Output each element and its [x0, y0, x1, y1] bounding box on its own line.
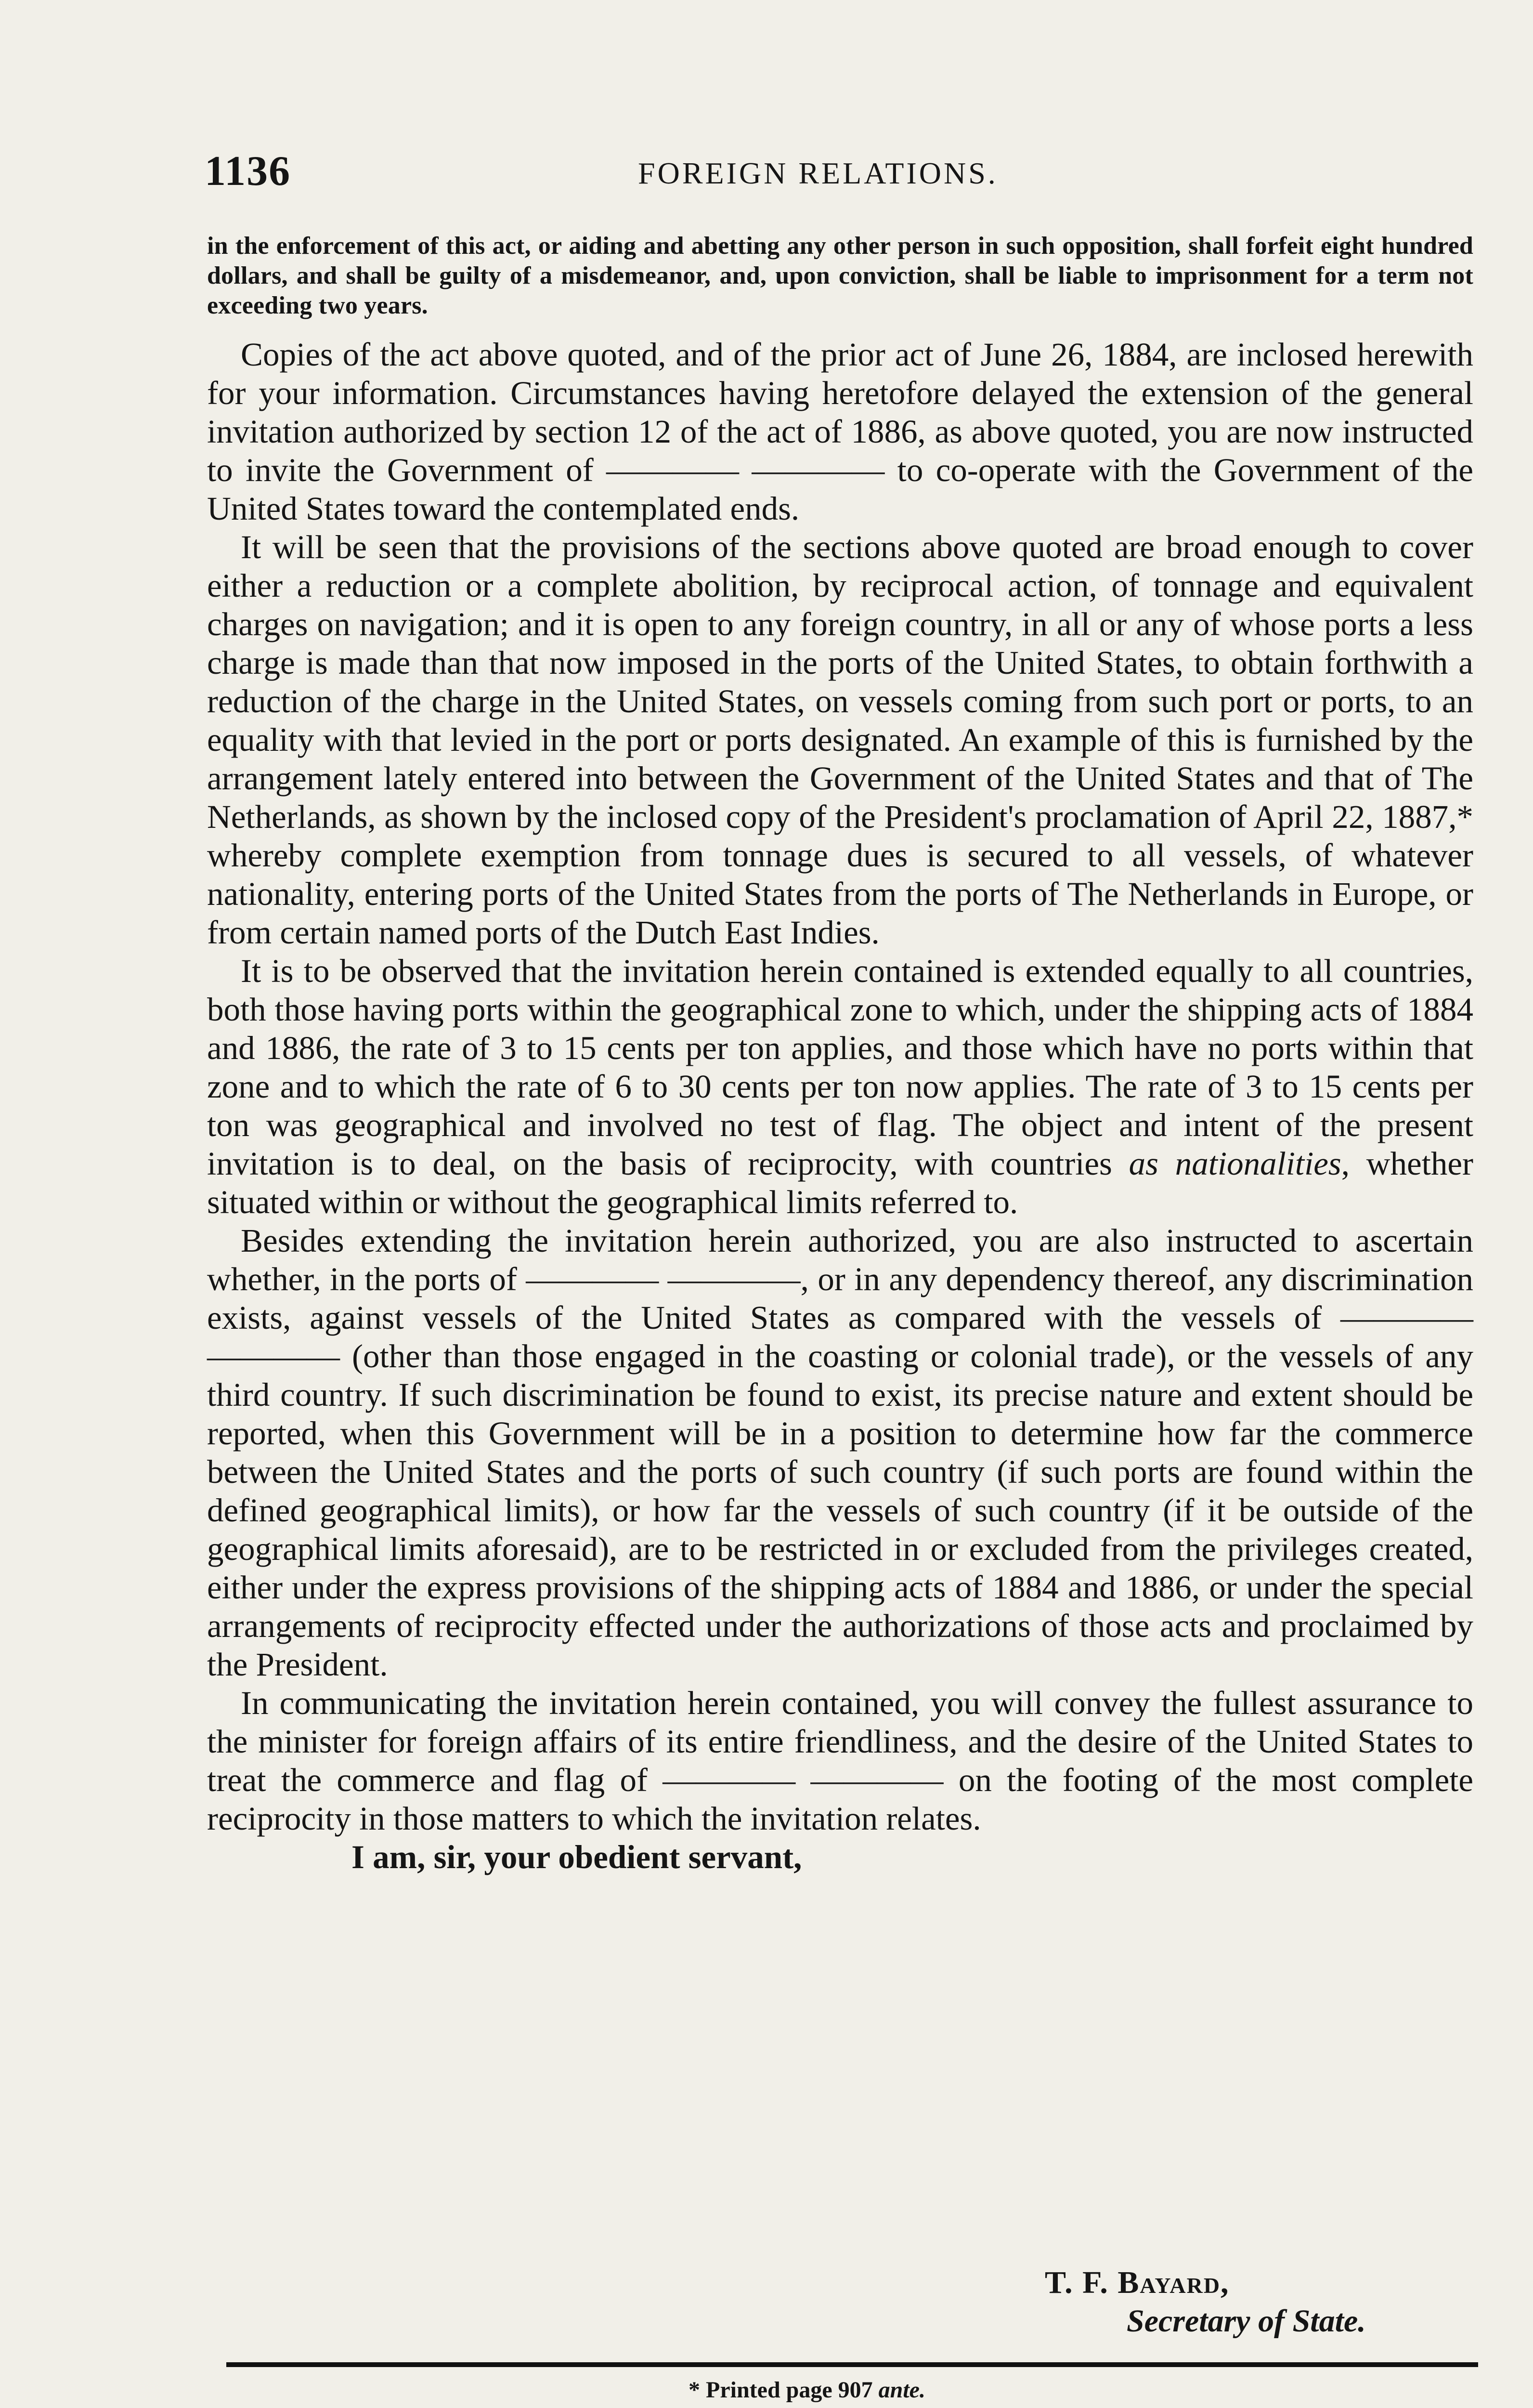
paragraph-invitation-emphasis: as nationalities	[1129, 1145, 1341, 1182]
quoted-act-fragment: in the enforcement of this act, or aiding and abetting any other person in such opposition, shall forfeit eight hundred dollars, and shall be guilty of a misdemeanor, and, upon conviction, shall be liable to imprisonment for a term not exceeding two years.	[207, 232, 1473, 319]
footnote-text: * Printed page 907	[689, 2377, 879, 2403]
paragraph-communicating: In communicating the invitation herein contained, you will convey the fullest assurance to the minister for foreign affairs of its entire friendliness, and the desire of the United States to treat the commerce and flag of ———— ———— on the footing of the most complete reciprocity in those matters to which the invitation relates.	[207, 1685, 1473, 1837]
body-text	[207, 231, 1473, 1876]
closing-salutation: I am, sir, your obedient servant,	[351, 1839, 802, 1875]
paragraph-invitation-extended	[207, 952, 1473, 1221]
paragraph-copies-of-act: Copies of the act above quoted, and of the prior act of June 26, 1884, are inclosed herewith for your information. Circumstances having heretofore delayed the extension of the general invitation authorized by section 12 of the act of 1886, as above quoted, you are now instructed to invite the Government of ———— ———— to co-operate with the Government of the United States toward the contemplated ends.	[207, 336, 1473, 527]
paragraph-discrimination: Besides extending the invitation herein authorized, you are also instructed to ascertain whether, in the ports of ———— ————, or in any dependency thereof, any discrimination exists, against vessels of the United States as compared with the vessels of ———— ———— (other than those engaged in the coasting or colonial trade), or the vessels of any third country. If such discrimination be found to exist, its precise nature and extent should be reported, when this Government will be in a position to determine how far the commerce between the United States and the ports of such country (if such ports are found within the defined geographical limits), or how far the vessels of such country (if it be outside of the geographical limits aforesaid), are to be restricted in or excluded from the privileges created, either under the express provisions of the shipping acts of 1884 and 1886, or under the special arrangements of reciprocity effected under the authorizations of those acts and proclaimed by the President.	[207, 1222, 1473, 1683]
paragraph-invitation-text-2: , whether situated within or without the geographical limits referred to.	[207, 1145, 1473, 1220]
page-header	[205, 147, 1476, 200]
paragraph-invitation-text-1: It is to be observed that the invitation herein contained is extended equally to all countries, both those having ports within the geographical zone to which, under the shipping acts of 1884 and 1886, the rate of 3 to 15 cents per ton applies, and those which have no ports within that zone and to which the rate of 6 to 30 cents per ton now applies. The rate of 3 to 15 cents per ton was geographical and involved no test of flag. The object and intent of the present invitation is to deal, on the basis of reciprocity, with countries	[207, 953, 1473, 1182]
footnote	[689, 2377, 925, 2403]
page-number: 1136	[205, 148, 291, 195]
paragraph-provisions: It will be seen that the provisions of the sections above quoted are broad enough to cover either a reduction or a complete abolition, by reciprocal action, of tonnage and equivalent charges on navigation; and it is open to any foreign country, in all or any of whose ports a less charge is made than that now imposed in the ports of the United States, to obtain forthwith a reduction of the charge in the United States, on vessels coming from such port or ports, to an equality with that levied in the port or ports designated. An example of this is furnished by the arrangement lately entered into between the Government of the United States and that of The Netherlands, as shown by the inclosed copy of the President's proclamation of April 22, 1887,* whereby complete exemption from tonnage dues is secured to all vessels, of whatever nationality, entering ports of the United States from the ports of The Netherlands in Europe, or from certain named ports of the Dutch East Indies.	[207, 529, 1473, 951]
signature-block	[1045, 2264, 1478, 2341]
running-head: FOREIGN RELATIONS.	[638, 156, 998, 190]
footnote-ante: ante.	[878, 2377, 925, 2403]
footnote-divider	[226, 2362, 1478, 2367]
signatory-name: T. F. Bayard,	[1045, 2265, 1230, 2300]
signatory-title: Secretary of State.	[1127, 2303, 1366, 2339]
